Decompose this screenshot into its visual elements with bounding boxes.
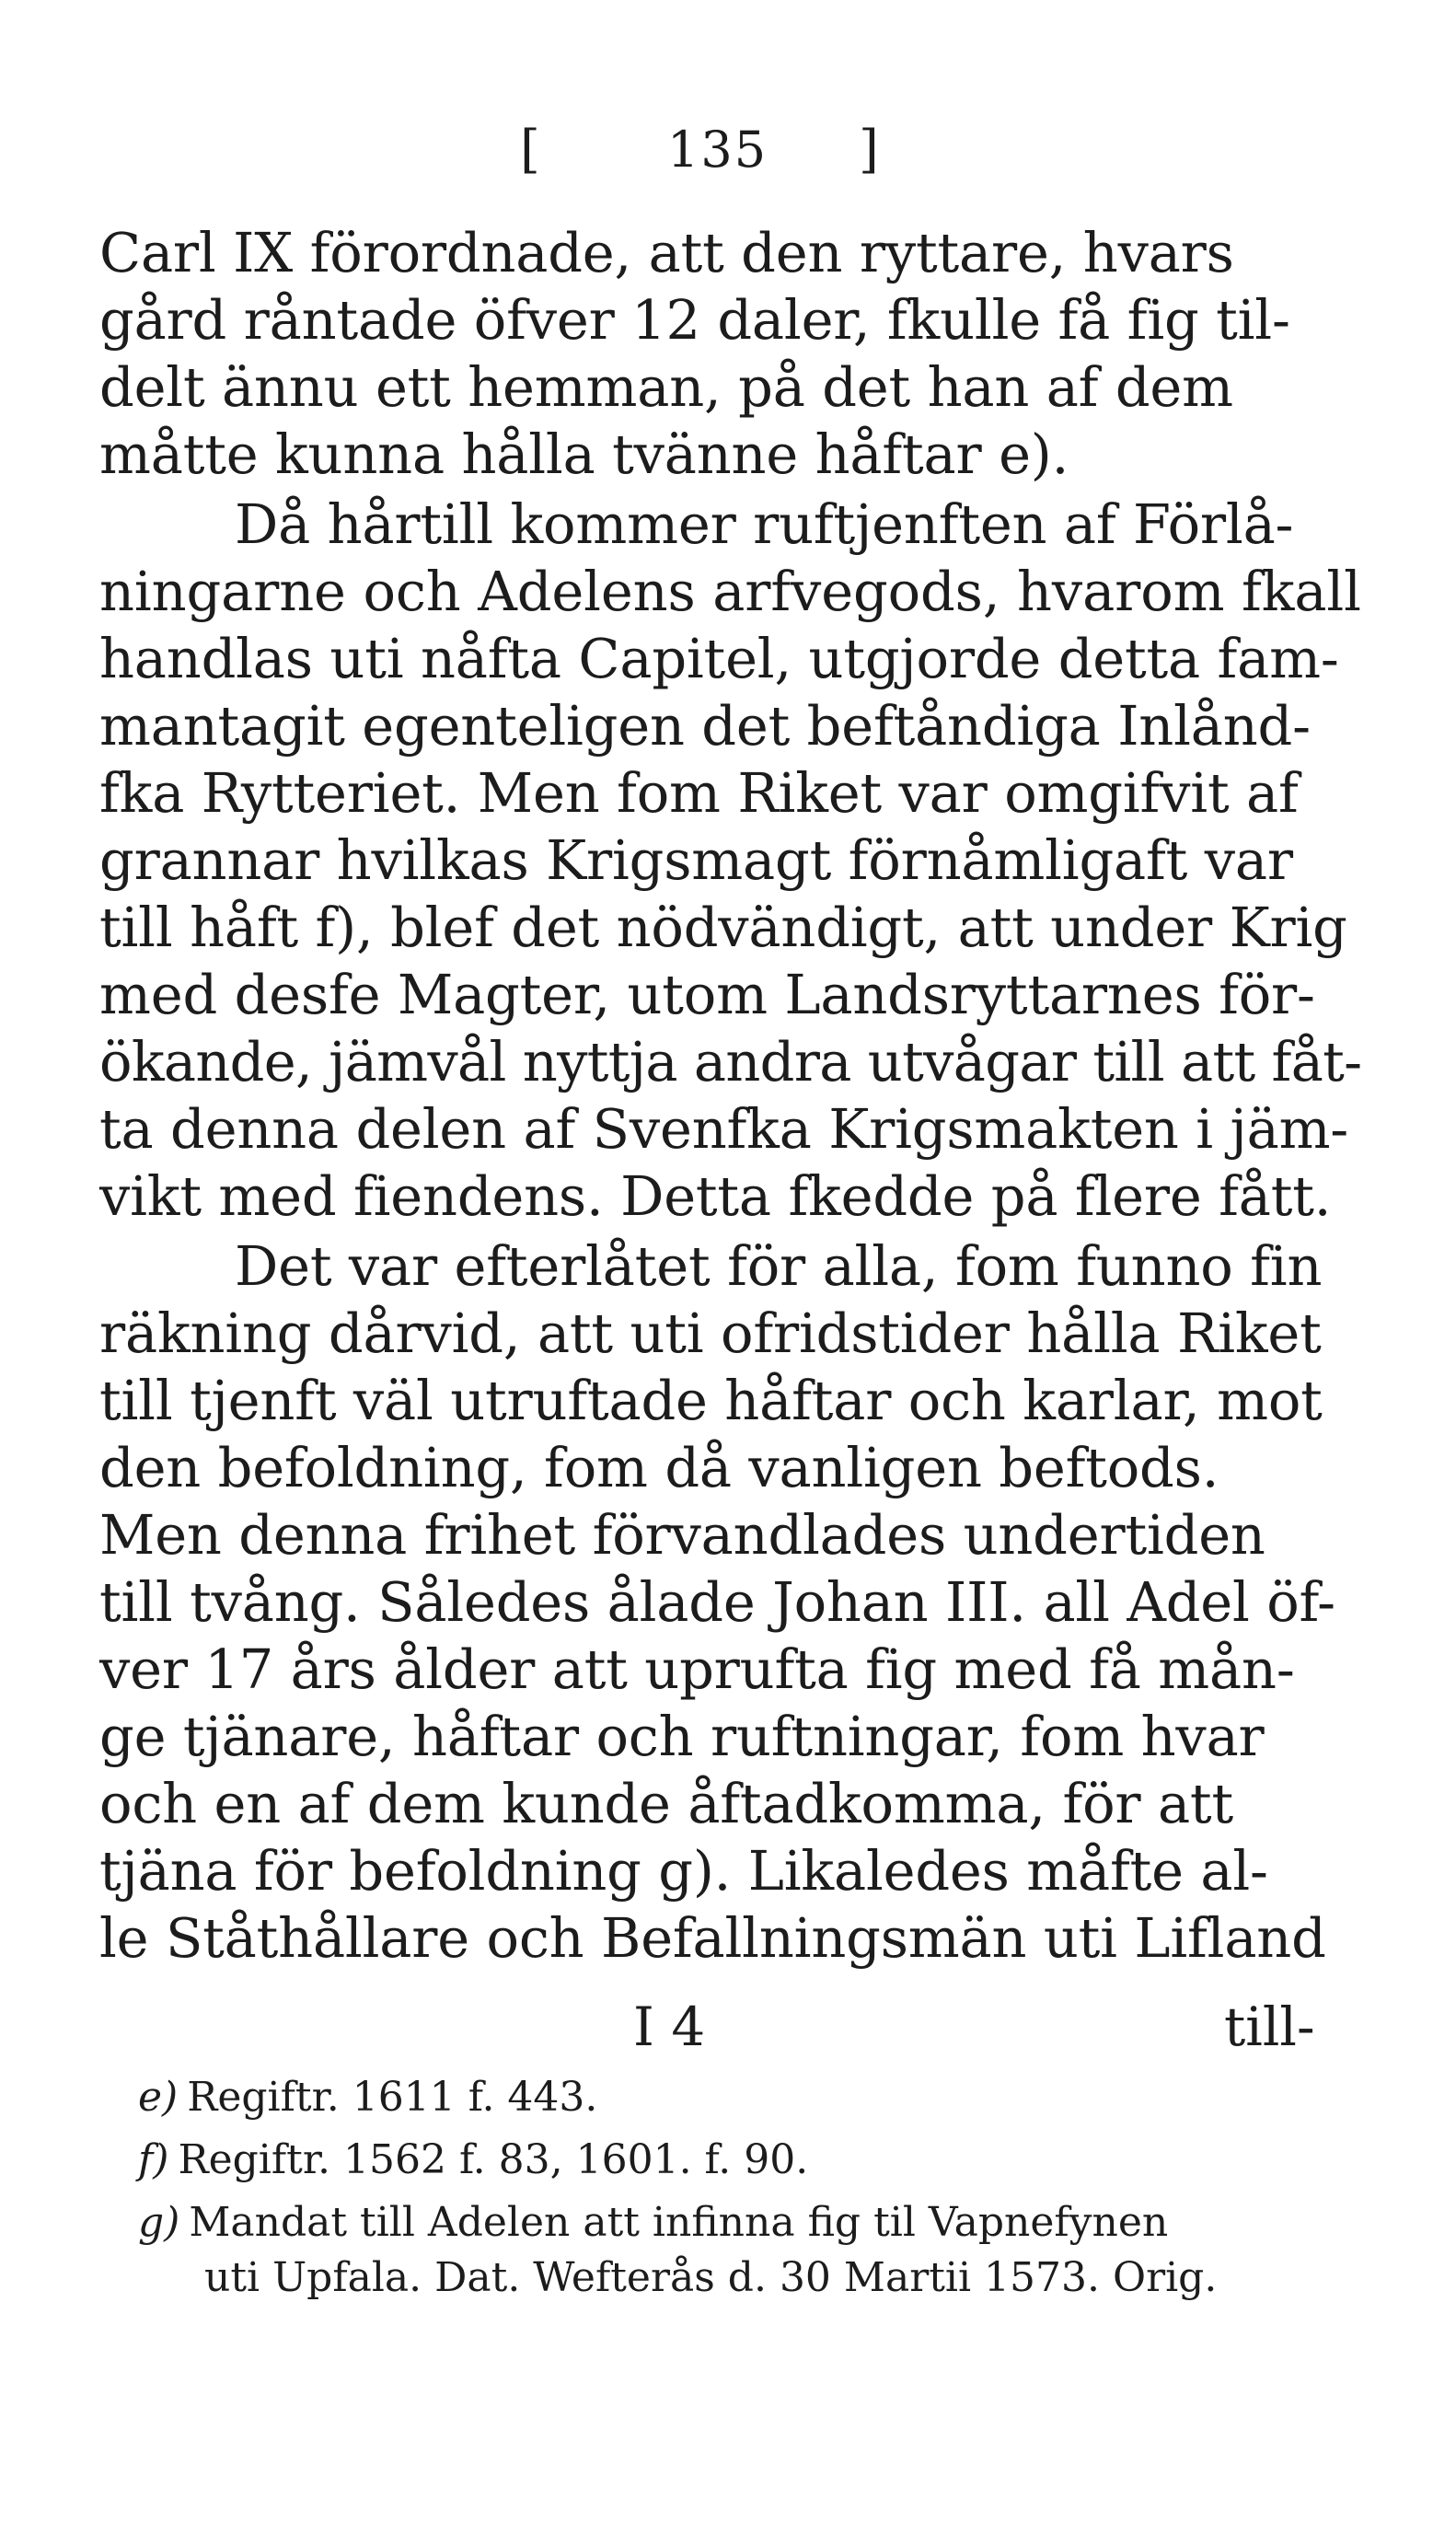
footnote-g [138,2199,1335,2247]
footnote-marker: f) [138,2136,169,2183]
footnote-text: Regiftr. 1611 f. 443. [187,2074,598,2121]
signature-mark: I 4 [633,1996,706,2058]
body-line: vikt med fiendens. Detta fkedde på flere fått. [99,1164,1332,1228]
signature-line [99,1995,1351,2059]
body-line: den befoldning, fom då vanligen beftods. [99,1436,1219,1499]
page-header [520,118,907,182]
footnote-f [138,2136,1335,2184]
footnote-marker: g) [138,2199,180,2246]
body-line: mantagit egenteligen det beftåndiga Inlånd- [99,694,1311,758]
footnote-text: Regiftr. 1562 f. 83, 1601. f. 90. [178,2136,809,2183]
body-line: tjäna för befoldning g). Likaledes måfte al- [99,1839,1268,1903]
page-number: 135 [667,121,768,179]
body-line: ta denna delen af Svenfka Krigsmakten i jäm- [99,1097,1349,1161]
body-line: ge tjänare, håftar och ruftningar, fom hvar [99,1705,1265,1768]
header-right-bracket: ] [859,120,879,179]
body-line: le Ståthållare och Befallningsmän uti Lifland [99,1906,1326,1970]
body-line: till tjenft väl utruftade håftar och karlar, mot [99,1369,1323,1432]
body-line: ver 17 års ålder att uprufta fig med få mån- [99,1637,1295,1701]
body-line: måtte kunna hålla tvänne håftar e). [99,422,1069,486]
body-line: ningarne och Adelens arfvegods, hvarom fkall [99,560,1361,623]
body-line: fka Rytteriet. Men fom Riket var omgifvit af [99,761,1299,825]
body-line: delt ännu ett hemman, på det han af dem [99,355,1233,419]
body-line: gård råntade öfver 12 daler, fkulle få fig til- [99,288,1290,352]
body-line: räkning dårvid, att uti ofridstider hålla Riket [99,1301,1322,1365]
body-line: till tvång. Således ålade Johan III. all Adel öf- [99,1570,1335,1634]
body-line: Carl IX förordnade, att den ryttare, hvars [99,221,1234,284]
body-line: ökande, jämvål nyttja andra utvågar till att fåt- [99,1030,1362,1093]
body-line: grannar hvilkas Krigsmagt förnåmligaft var [99,828,1293,892]
footnote-text: uti Upfala. Dat. Wefterås d. 30 Martii 1573. Orig. [204,2254,1218,2301]
body-line: med desfe Magter, utom Landsryttarnes för- [99,963,1315,1026]
catchword: till- [1224,1996,1315,2058]
body-line: Det var efterlåtet för alla, fom funno fin [235,1234,1323,1298]
body-line: och en af dem kunde åftadkomma, för att [99,1772,1233,1835]
footnote-text: Mandat till Adelen att infinna fig til Vapnefynen [189,2199,1169,2246]
body-line: handlas uti nåfta Capitel, utgjorde detta fam- [99,627,1339,690]
body-line: Men denna frihet förvandlades undertiden [99,1503,1265,1567]
footnote-e [138,2074,1335,2122]
body-line: till håft f), blef det nödvändigt, att under Krig [99,896,1347,959]
body-line: Då hårtill kommer ruftjenften af Förlå- [235,492,1294,556]
footnote-g-continued [204,2254,1401,2302]
footnote-marker: e) [138,2074,179,2121]
header-left-bracket: [ [520,120,540,179]
